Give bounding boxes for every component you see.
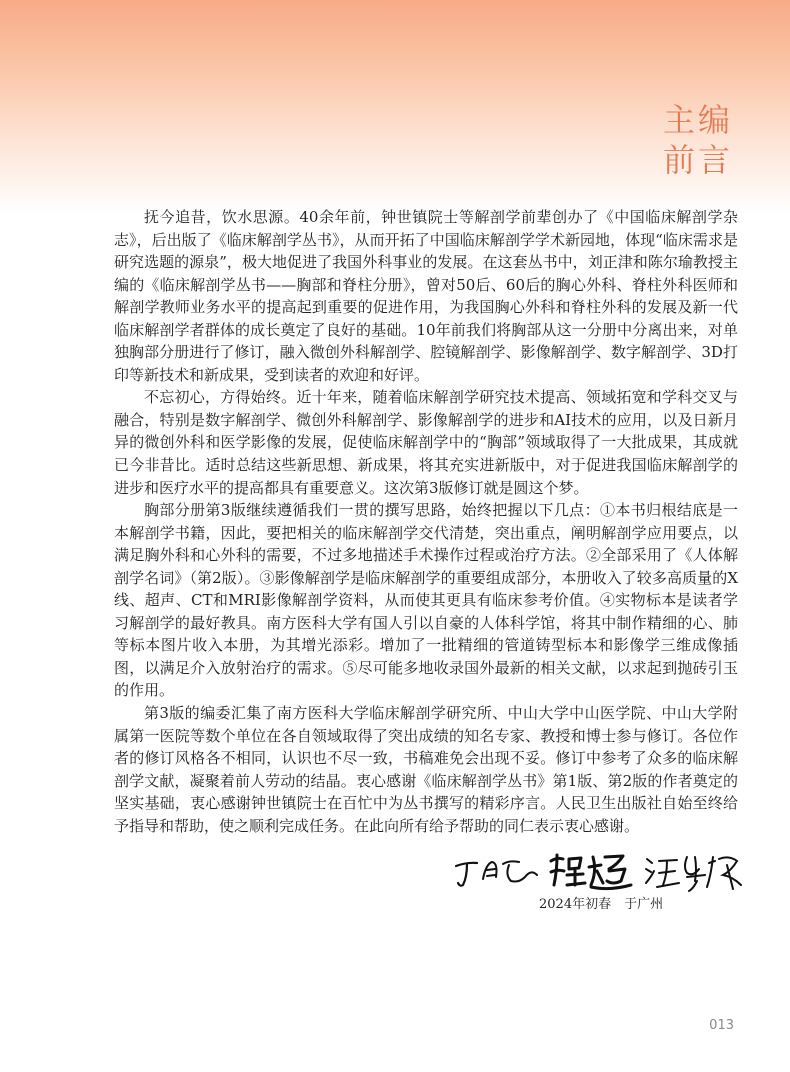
signature-cheng: [547, 847, 633, 893]
paragraph-2: 不忘初心，方得始终。近十年来，随着临床解剖学研究技术提高、领域拓宽和学科交叉与融合，特别是数字解剖学、微创外科解剖学、影像解剖学的进步和AI技术的应用，以及日新月异的微创外科和医学影像的发展，促使临床解剖学中的“胸部”领域取得了一大批成果，其成就已今非昔比。适时总结这些新思想、新成果，将其充实进新版中，对于促进我国临床解剖学的进步和医疗水平的提高都具有重要意义。这次第3版修订就是圆这个梦。: [114, 388, 738, 497]
signature-name-2: 程超: [547, 847, 549, 848]
date-and-place: 2024年初春 于广州: [539, 897, 664, 912]
signature-name-3: 汪华侨: [643, 849, 646, 850]
preface-body: [114, 206, 738, 837]
title-line-chief-editor: 主编: [662, 101, 733, 139]
signature-wang: [643, 849, 747, 893]
signature-name-1: 丁自海: [453, 853, 456, 854]
signature-ding: [453, 853, 541, 893]
paragraph-3: 胸部分册第3版继续遵循我们一贯的撰写思路，始终把握以下几点：①本书归根结底是一本解剖学书籍，因此，要把相关的临床解剖学交代清楚，突出重点，阐明解剖学应用要点，以满足胸外科和心外科的需要，不过多地描述手术操作过程或治疗方法。②全部采用了《人体解剖学名词》（第2版）。③影像解剖学是临床解剖学的重要组成部分，本册收入了较多高质量的X线、超声、CT和MRI影像解剖学资料，从而使其更具有临床参考价值。④实物标本是读者学习解剖学的最好教具。南方医科大学有国人引以自豪的人体科学馆，将其中制作精细的心、肺等标本图片收入本册，为其增光添彩。增加了一批精细的管道铸型标本和影像学三维成像插图，以满足介入放射治疗的需求。⑤尽可能多地收录国外最新的相关文献，以求起到抛砖引玉的作用。: [114, 501, 738, 700]
page-title: [663, 100, 733, 180]
title-line-preface: 前言: [662, 141, 733, 179]
paragraph-1: 抚今追昔，饮水思源。40余年前，钟世镇院士等解剖学前辈创办了《中国临床解剖学杂志》，后出版了《临床解剖学丛书》，从而开拓了中国临床解剖学学术新园地，体现“临床需求是研究选题的源泉”，极大地促进了我国外科事业的发展。在这套丛书中，刘正津和陈尔瑜教授主编的《临床解剖学丛书——胸部和脊柱分册》，曾对50后、60后的胸心外科、脊柱外科医师和解剖学教师业务水平的提高起到重要的促进作用，为我国胸心外科和脊柱外科的发展及新一代临床解剖学者群体的成长奠定了良好的基础。10年前我们将胸部从这一分册中分离出来，对单独胸部分册进行了修订，融入微创外科解剖学、腔镜解剖学、影像解剖学、数字解剖学、3D打印等新技术和新成果，受到读者的欢迎和好评。: [114, 208, 738, 384]
paragraph-4: 第3版的编委汇集了南方医科大学临床解剖学研究所、中山大学中山医学院、中山大学附属第一医院等数个单位在各自领域取得了突出成绩的知名专家、教授和博士参与修订。各位作者的修订风格各不相同，认识也不尽一致，书稿难免会出现不妥。修订中参考了众多的临床解剖学文献，凝聚着前人劳动的结晶。衷心感谢《临床解剖学丛书》第1版、第2版的作者奠定的坚实基础，衷心感谢钟世镇院士在百忙中为丛书撰写的精彩序言。人民卫生出版社自始至终给予指导和帮助，使之顺利完成任务。在此向所有给予帮助的同仁表示衷心感谢。: [114, 704, 738, 835]
page-number: 013: [709, 1018, 734, 1033]
editor-signatures: [453, 847, 753, 897]
